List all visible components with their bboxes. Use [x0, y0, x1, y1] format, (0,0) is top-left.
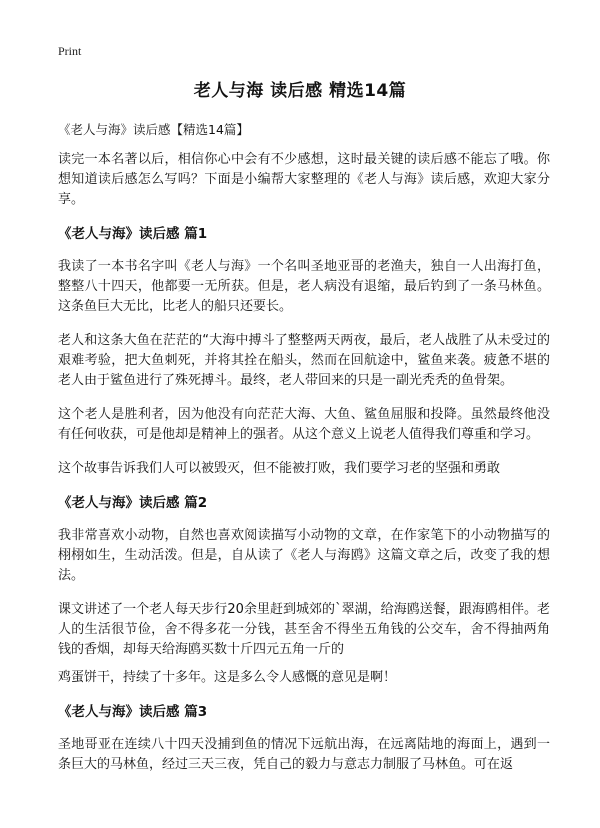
section-1-paragraph: 我读了一本书名字叫《老人与海》一个名叫圣地亚哥的老渔夫，独自一人出海打鱼，整整八十四天，他都要一无所获。但是，老人病没有退缩，最后钓到了一条马林鱼。这条鱼巨大无比，比老人的船只还要长。	[58, 259, 550, 314]
section-heading-1: 《老人与海》读后感 篇1	[58, 226, 208, 242]
article-body	[58, 150, 550, 789]
section-1-paragraph: 这个故事告诉我们人可以被毁灭，但不能被打败，我们要学习老的坚强和勇敢	[58, 461, 501, 476]
page-title: 老人与海 读后感 精选14篇	[193, 81, 407, 101]
section-2-paragraph: 课文讲述了一个老人每天步行20余里赶到城郊的`翠湖，给海鸥送餐，跟海鸥相伴。老人的生活很节俭，舍不得多花一分钱，甚至舍不得坐五角钱的公交车，舍不得抽两角钱的香烟，却每天给海鸥买数十斤四元五角一斤的	[58, 602, 550, 657]
section-heading-3: 《老人与海》读后感 篇3	[58, 704, 208, 720]
page-subtitle: 《老人与海》读后感【精选14篇】	[58, 122, 249, 137]
section-2-paragraph: 我非常喜欢小动物，自然也喜欢阅读描写小动物的文章，在作家笔下的小动物描写的栩栩如生，生动活泼。但是，自从读了《老人与海鸥》这篇文章之后，改变了我的想法。	[58, 528, 550, 583]
section-1-paragraph: 这个老人是胜利者，因为他没有向茫茫大海、大鱼、鲨鱼屈服和投降。虽然最终他没有任何收获，可是他却是精神上的强者。从这个意义上说老人值得我们尊重和学习。	[58, 407, 550, 442]
section-3-paragraph: 圣地哥亚在连续八十四天没捕到鱼的情况下远航出海，在远离陆地的海面上，遇到一条巨大的马林鱼，经过三天三夜，凭自己的毅力与意志力制服了马林鱼。可在返	[58, 737, 550, 772]
section-1-paragraph: 老人和这条大鱼在茫茫的“大海中搏斗了整整两天两夜，最后，老人战胜了从未受过的艰难考验，把大鱼刺死，并将其拴在船头，然而在回航途中，鲨鱼来袭。疲惫不堪的老人由于鲨鱼进行了殊死搏斗。最终，老人带回来的只是一副光秃秃的鱼骨架。	[58, 333, 550, 388]
intro-paragraph: 读完一本名著以后，相信你心中会有不少感想，这时最关键的读后感不能忘了哦。你想知道读后感怎么写吗？下面是小编帮大家整理的《老人与海》读后感，欢迎大家分享。	[58, 152, 550, 207]
print-label: Print	[58, 44, 82, 58]
section-2-paragraph: 鸡蛋饼干，持续了十多年。这是多么令人感慨的意见是啊！	[58, 670, 397, 685]
section-heading-2: 《老人与海》读后感 篇2	[58, 495, 208, 511]
